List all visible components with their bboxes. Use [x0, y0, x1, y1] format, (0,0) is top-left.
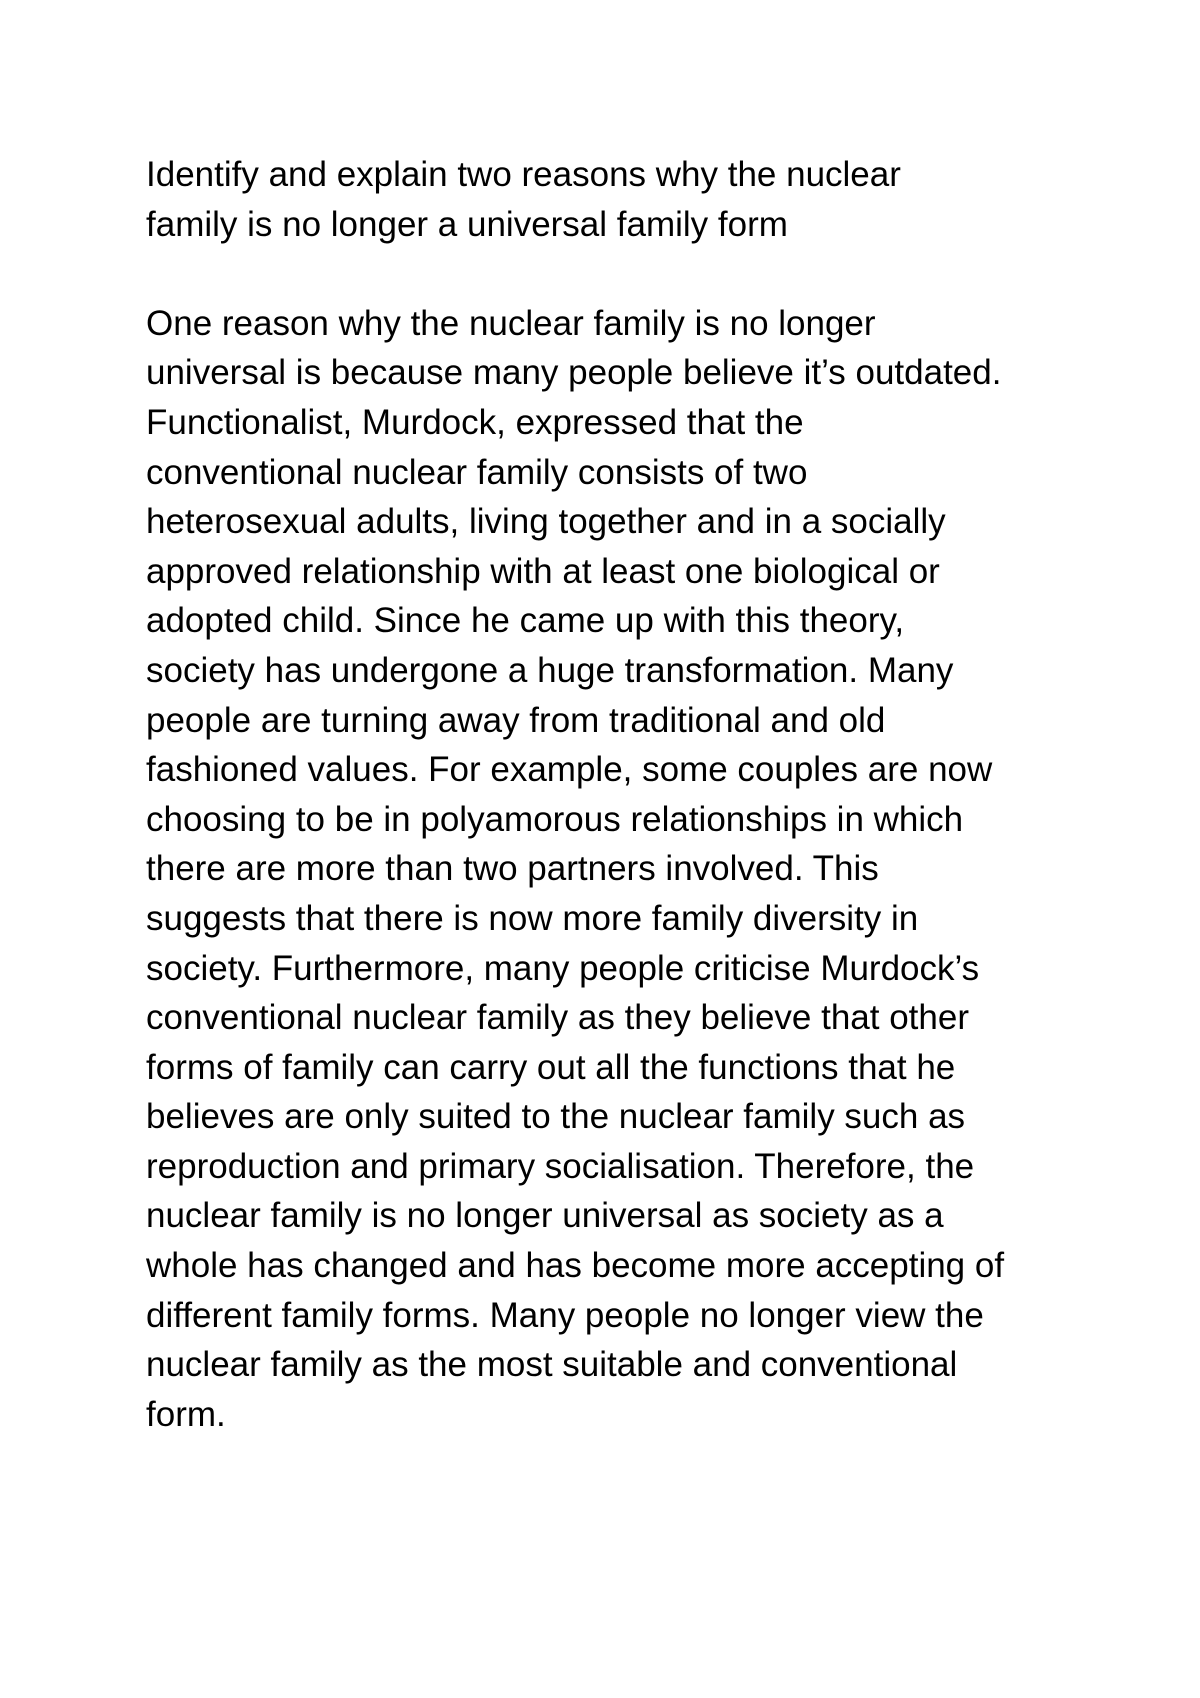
question-heading — [146, 150, 1076, 249]
answer-line: nuclear family as the most suitable and conventional — [146, 1345, 958, 1385]
answer-line: society. Furthermore, many people criticise Murdock’s — [146, 948, 980, 988]
document-content — [146, 150, 1076, 1439]
answer-line: reproduction and primary socialisation. Therefore, the — [146, 1146, 975, 1186]
answer-line: choosing to be in polyamorous relationships in which — [146, 799, 964, 839]
answer-line: society has undergone a huge transformation. Many — [146, 650, 954, 690]
answer-line: Functionalist, Murdock, expressed that the — [146, 402, 804, 442]
answer-line: heterosexual adults, living together and in a socially — [146, 502, 946, 542]
answer-line: suggests that there is now more family diversity in — [146, 898, 919, 938]
answer-line: there are more than two partners involved. This — [146, 849, 879, 889]
answer-line: people are turning away from traditional and old — [146, 700, 886, 740]
answer-line: nuclear family is no longer universal as society as a — [146, 1196, 944, 1236]
answer-line: adopted child. Since he came up with this theory, — [146, 601, 905, 641]
answer-line: conventional nuclear family consists of two — [146, 452, 808, 492]
paragraph-gap — [146, 249, 1076, 299]
answer-line: different family forms. Many people no longer view the — [146, 1295, 984, 1335]
answer-paragraph — [146, 299, 1076, 1440]
question-line: Identify and explain two reasons why the nuclear — [146, 155, 901, 194]
answer-line: whole has changed and has become more accepting of — [146, 1246, 1005, 1286]
answer-line: One reason why the nuclear family is no longer — [146, 303, 876, 343]
answer-line: form. — [146, 1394, 226, 1434]
answer-line: universal is because many people believe it’s outdated. — [146, 353, 1002, 393]
answer-line: forms of family can carry out all the functions that he — [146, 1047, 956, 1087]
answer-line: approved relationship with at least one biological or — [146, 551, 940, 591]
answer-line: conventional nuclear family as they believe that other — [146, 998, 969, 1038]
answer-line: fashioned values. For example, some couples are now — [146, 750, 993, 790]
answer-line: believes are only suited to the nuclear family such as — [146, 1097, 966, 1137]
question-line: family is no longer a universal family form — [146, 204, 788, 244]
